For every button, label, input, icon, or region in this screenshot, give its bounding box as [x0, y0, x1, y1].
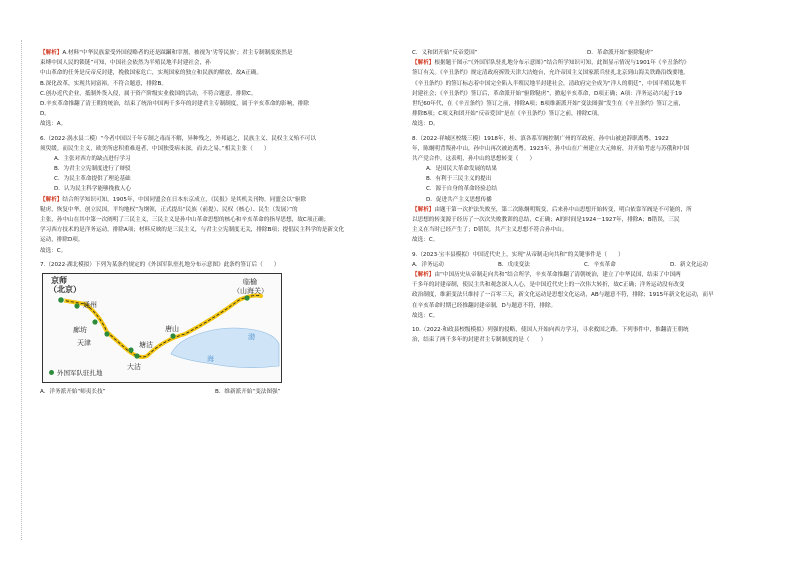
q9-option-b: B．戊戌变法	[498, 261, 530, 268]
analysis-line: 束缚中国人民的锁链”可知，中国社会依然为半殖民地半封建社会，孙	[40, 60, 211, 67]
analysis-line: 【解析】A.材料“中华民族蒙受外国侵略者的还是踩躏和宰割，被视为‘劣等民族’；君主专制制度依然是	[40, 50, 293, 56]
question-stem-line: 治，结束了两千多年的封建君主专制制度的是（ ）	[412, 337, 547, 344]
option-line: A．主张对西方的缺点进行学习	[54, 155, 131, 162]
analysis-line: 排除B项；C项义和团开始“反帝爱国”是在《辛丑条约》签订之前，排除C项。	[412, 111, 603, 118]
map-label-tongzhou: 通州	[83, 300, 97, 309]
q9-option-d: D．新文化运动	[670, 261, 708, 268]
analysis-line: 以思想的转变源于经历了一次次失败教训的总结，C正确；A的时间是1924－1927年，排除A；B错误，三民	[412, 217, 680, 223]
question-7-options-ab	[40, 387, 383, 397]
capital-marker	[58, 297, 64, 303]
analysis-marker: 【解析】	[412, 206, 435, 213]
right-column	[412, 48, 755, 345]
dagu-marker	[134, 353, 139, 358]
question-8-options	[412, 164, 755, 205]
map-legend-label: 外国军队驻扎地	[57, 368, 103, 377]
question-9-options	[412, 260, 755, 270]
analysis-marker: 【解析】	[412, 271, 435, 278]
q5-analysis-block	[40, 48, 383, 130]
map-label-shanhaiguan: （山海关）	[233, 286, 268, 295]
option-line: C．源于自身的革命经验总结	[426, 186, 498, 193]
question-7-options-cd	[412, 48, 755, 58]
question-6-options	[40, 154, 383, 195]
map-label-tanggu: 塘沽	[139, 340, 153, 349]
analysis-line: B.深化改革，实现共同富裕，不符合题意，排除B。	[40, 80, 167, 87]
analysis-line: 鞑虏，恢复中华，创立民国，平均地权”为纲领，正式提出“民族（前提）、民权（核心）、民生（发展）”的	[40, 206, 298, 213]
map-label-sea-bo: 渤	[248, 332, 255, 341]
question-6-analysis	[40, 195, 383, 256]
question-stem-line: 年，陈炯明背叛孙中山，孙中山再次被迫离粤。1923年，孙中山在广州建立大元帅府，并开始考虑与苏俄和中国	[412, 145, 690, 152]
legend-dot-icon	[49, 370, 54, 375]
analysis-line: 【解析】结合所学知识可知，1905年，中国同盟会在日本东京成立，《民报》是其机关刊物。同盟会以“驱除	[40, 196, 307, 203]
q9-option-c: C．辛亥革命	[584, 261, 616, 268]
analysis-line: 故选：C。	[40, 247, 67, 254]
analysis-line: 故选：C。	[412, 237, 439, 244]
troop-station-map	[42, 273, 282, 383]
map-legend	[49, 368, 103, 378]
analysis-line: 主义在当时已经产生了；D错误，共产主义思想不符合孙中山。	[412, 227, 568, 234]
map-label-sea-hai: 海	[207, 354, 214, 363]
analysis-line: 【解析】由“中国历史从帝制走向共和”结合所学，辛亥革命推翻了清朝统治，建立了中华民国，结束了中国两	[412, 271, 681, 278]
analysis-line: 故选：A。	[40, 121, 67, 128]
analysis-line: 故选：D。	[412, 121, 439, 128]
map-label-linyu: 临榆	[243, 277, 257, 286]
analysis-line: 运动，排除D项。	[40, 237, 84, 244]
question-9-analysis	[412, 270, 755, 321]
binding-gutter	[11, 40, 22, 540]
option-line: D．促进共产主义思想传播	[426, 196, 492, 203]
q9-option-a: A．洋务运动	[412, 261, 444, 268]
tanggu-marker	[128, 347, 133, 352]
analysis-line: 中山革命的任务是反帝反封建，挽救国家危亡，实现国家的独立和民族的解放，故A正确。	[40, 70, 262, 77]
analysis-line: 【解析】根据题干图示“《外国军队驻扎地分布示意图》”结合所学知识可知，此图显示情况与1901年《辛丑条约》	[412, 60, 690, 67]
option-line: D．认为民主科学能够挽救人心	[54, 186, 132, 193]
question-9	[412, 250, 755, 260]
map-label-tianjin: 天津	[77, 338, 91, 347]
question-7	[40, 260, 383, 270]
tongzhou-marker	[74, 303, 79, 308]
q7-option-c: C．义和团开始“反帝爱国”	[412, 50, 478, 56]
analysis-line: 政治制度，维新变法只维持了一百零三天，新文化运动是思想文化运动，AB与题意不符，排除；1915年新文化运动，而早	[412, 292, 714, 299]
question-stem-line: 10.（2022·和政县校级模拟）列强的侵略，使国人开始向西方学习，寻求救国之路。下列事件中，推翻清王朝统	[412, 326, 689, 333]
analysis-line: 千多年的封建帝制，使民主共和观念深入人心，是中国近代史上的一次伟大转折，故C正确；洋务运动没有改变	[412, 282, 685, 289]
map-label-langfang: 廊坊	[73, 325, 87, 334]
question-8-analysis	[412, 205, 755, 246]
analysis-line: 学习西方技术的是洋务运动，排除A项；材料反映的是三民主义，与君主立宪制度无关，排除B项；提倡民主科学的是新文化	[40, 227, 345, 234]
map-label-dagu: 大沽	[127, 362, 141, 371]
analysis-line: C.创办近代企业，抵制外货入侵，属于资产阶级实业救国的活动，不符合题意，排除C。	[40, 90, 257, 97]
analysis-marker: 【解析】	[40, 50, 63, 56]
map-label-capital: 京师	[51, 275, 67, 285]
option-line: B．有利于三民主义的提出	[426, 176, 492, 183]
question-stem-line: 8.（2022·祥城区校级三模）1918年，桂、滇各系军阀控制广州的军政府，孙中山被迫辞职离粤。1922	[412, 135, 669, 142]
question-6	[40, 134, 383, 154]
analysis-line: D.辛亥革命推翻了清王朝的统治，结束了统治中国两千多年的封建君主专制制度，属于辛亥革命的影响，排除	[40, 100, 309, 107]
option-line: C．为民主革命提供了理论基础	[54, 176, 131, 183]
option-line: A．是国民大革命发展的结果	[426, 166, 497, 173]
question-stem-line: 9.（2023·宝丰县模拟）中国近代史上，实现“从帝制走向共和”的关键事件是（ ）	[412, 251, 624, 258]
map-label-tangshan: 唐山	[165, 324, 179, 333]
analysis-line: 【解析】由题干第一次护法失败至，第二次陈炯明叛变，后来孙中山思想开始转变，明白依靠军阀是不可能的，所	[412, 206, 692, 213]
question-stem-line: 6.（2022·涡水县二模）“今者中国以千年专制之毒而不解，异种残之，外邦逼之，民族主义、民权主义殆不可以	[40, 135, 316, 142]
analysis-marker: 【解析】	[412, 60, 435, 67]
tianjin-marker	[104, 331, 109, 336]
analysis-line: 《辛丑条约》的签订标志着中国完全陷入半殖民地半封建社会，清政府完全成为“洋人的朝廷”，中国半殖民地半	[412, 80, 687, 87]
q7-option-d: D．革命派开始“驱除鞑虏”	[587, 50, 654, 56]
analysis-line: 在辛亥革命时期已经推翻封建帝制，D与题意不符，排除。	[412, 302, 557, 309]
analysis-marker: 【解析】	[40, 196, 63, 203]
analysis-line: 主张，孙中山在其中第一次阐明了三民主义，三民主义是孙中山革命思想的核心和辛亥革命的指导思想，故C项正确；	[40, 217, 330, 223]
question-8	[412, 134, 755, 165]
analysis-line: 签订有关。《辛丑条约》规定清政府拆毁天津大沽炮台，允许帝国主义国家派兵驻扎北京到山海关铁路沿线要地。	[412, 70, 689, 77]
question-stem-line: 须臾缓。而民生主义，欧美所虑积重难返者，中国独受病未深，而去之易。”相关主张（ ）	[40, 145, 270, 152]
question-stem-line: 7.（2022·湖北模拟）下列为某条约规定的《外国军队驻扎地分布示意图》此条约签订后（ ）	[40, 261, 280, 268]
analysis-line: D。	[40, 111, 50, 118]
question-7-analysis	[412, 58, 755, 129]
langfang-marker	[92, 319, 97, 324]
analysis-line: 封建社会；《辛丑条约》签订后，革命派开始“驱除鞑虏”，掀起辛亥革命，D项正确；A项：洋务运动兴起于19	[412, 90, 682, 97]
analysis-line: 世纪60年代，在《辛丑条约》签订之前，排除A项；B项维新派开始“变法图强”发生在《辛丑条约》签订之前，	[412, 100, 685, 107]
question-10	[412, 325, 755, 345]
question-stem-line: 共产党合作。这表明，孙中山的思想转变（ ）	[412, 155, 536, 162]
q7-option-a: A．洋务派开始“师夷长技”	[40, 388, 106, 395]
option-line: B．为君主立宪制度进行了辩驳	[54, 166, 131, 173]
q7-option-b: B．维新派开始“变法图强”	[215, 388, 281, 395]
map-label-capital-sub: （北京）	[49, 284, 81, 294]
analysis-line: 故选：C。	[412, 312, 439, 319]
left-column	[40, 48, 383, 397]
